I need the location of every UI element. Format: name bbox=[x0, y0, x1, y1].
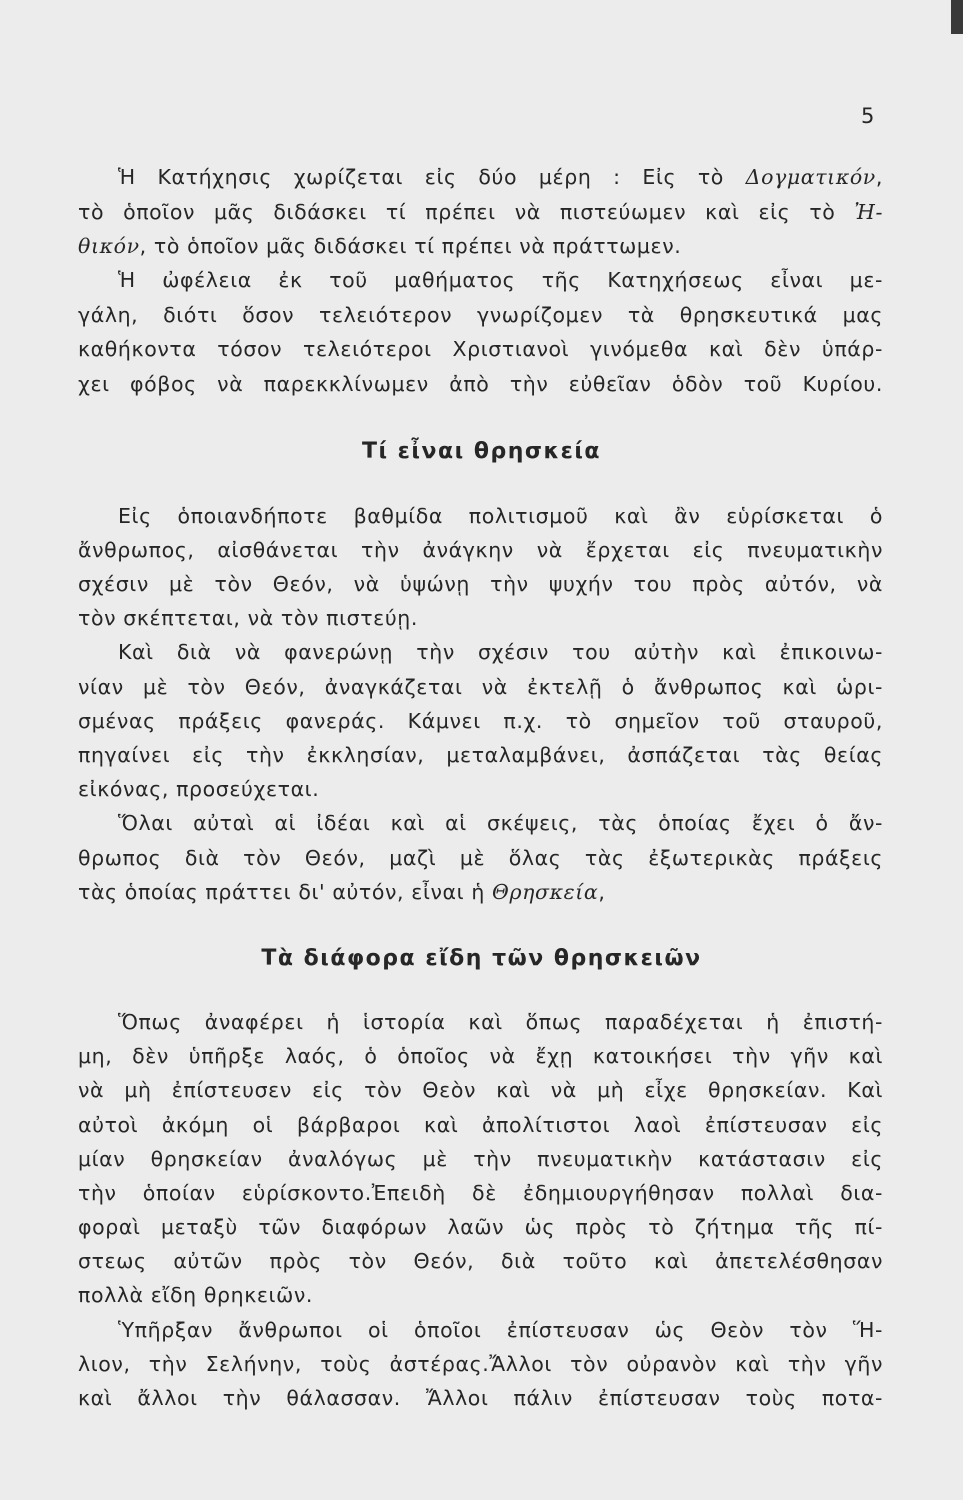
text-line: νίαν μὲ τὸν Θεόν, ἀναγκάζεται νὰ ἐκτελῇ ὁ ἄνθρωπος καὶ ὡρι- bbox=[78, 675, 883, 699]
text-line: τὸ ὁποῖον μᾶς διδάσκει τί πρέπει νὰ πιστεύωμεν καὶ εἰς τὸ Ἠ- bbox=[78, 200, 883, 224]
text-line: τὰς ὁποίας πράττει δι' αὐτόν, εἶναι ἡ Θρησκεία, bbox=[78, 880, 606, 904]
text-line: σμένας πράξεις φανεράς. Κάμνει π.χ. τὸ σημεῖον τοῦ σταυροῦ, bbox=[78, 709, 883, 733]
text-line: Ὅπως ἀναφέρει ἡ ἱστορία καὶ ὅπως παραδέχεται ἡ ἐπιστή- bbox=[118, 1010, 883, 1034]
text-line: χει φόβος νὰ παρεκκλίνωμεν ἀπὸ τὴν εὐθεῖαν ὁδὸν τοῦ Κυρίου. bbox=[78, 372, 883, 396]
text-line: στεως αὐτῶν πρὸς τὸν Θεόν, διὰ τοῦτο καὶ ἀπετελέσθησαν bbox=[78, 1249, 883, 1273]
text-line: Ἡ Κατήχησις χωρίζεται εἰς δύο μέρη : Εἰς τὸ Δογματικόν, bbox=[118, 165, 883, 189]
section-heading: Τὰ διάφορα εἴδη τῶν θρησκειῶν bbox=[261, 946, 702, 971]
page-edge-shadow bbox=[951, 0, 963, 34]
text-line: Ὑπῆρξαν ἄνθρωποι οἱ ὁποῖοι ἐπίστευσαν ὡς Θεὸν τὸν Ἥ- bbox=[118, 1318, 883, 1342]
text-line: μίαν θρησκείαν ἀναλόγως μὲ τὴν πνευματικὴν κατάστασιν εἰς bbox=[78, 1147, 883, 1171]
text-line: φοραὶ μεταξὺ τῶν διαφόρων λαῶν ὡς πρὸς τὸ ζήτημα τῆς πί- bbox=[78, 1215, 883, 1239]
text-line: γάλη, διότι ὅσον τελειότερον γνωρίζομεν τὰ θρησκευτικά μας bbox=[78, 303, 883, 327]
text-line: τὸν σκέπτεται, νὰ τὸν πιστεύῃ. bbox=[78, 606, 418, 630]
text-line: εἰκόνας, προσεύχεται. bbox=[78, 777, 320, 801]
text-line: θρωπος διὰ τὸν Θεόν, μαζὶ μὲ ὅλας τὰς ἐξωτερικὰς πράξεις bbox=[78, 846, 883, 870]
text-line: Εἰς ὁποιανδήποτε βαθμίδα πολιτισμοῦ καὶ ἂν εὑρίσκεται ὁ bbox=[118, 504, 883, 528]
text-line: λιον, τὴν Σελήνην, τοὺς ἀστέρας.Ἄλλοι τὸν οὐρανὸν καὶ τὴν γῆν bbox=[78, 1352, 883, 1376]
text-line: καὶ ἄλλοι τὴν θάλασσαν. Ἄλλοι πάλιν ἐπίστευσαν τοὺς ποτα- bbox=[78, 1386, 883, 1410]
section-heading: Τί εἶναι θρησκεία bbox=[361, 439, 602, 464]
text-line: σχέσιν μὲ τὸν Θεόν, νὰ ὑψώνῃ τὴν ψυχήν του πρὸς αὐτόν, νὰ bbox=[78, 572, 883, 596]
text-line: θικόν, τὸ ὁποῖον μᾶς διδάσκει τί πρέπει νὰ πράττωμεν. bbox=[78, 234, 682, 258]
text-line: καθήκοντα τόσον τελειότεροι Χριστιανοὶ γινόμεθα καὶ δὲν ὑπάρ- bbox=[78, 337, 883, 361]
text-line: Ἡ ὠφέλεια ἐκ τοῦ μαθήματος τῆς Κατηχήσεως εἶναι με- bbox=[118, 268, 883, 292]
text-line: μη, δὲν ὑπῆρξε λαός, ὁ ὁποῖος νὰ ἔχῃ κατοικήσει τὴν γῆν καὶ bbox=[78, 1044, 883, 1068]
text-line: αὐτοὶ ἀκόμη οἱ βάρβαροι καὶ ἀπολίτιστοι λαοὶ ἐπίστευσαν εἰς bbox=[78, 1113, 883, 1137]
text-line: Καὶ διὰ νὰ φανερώνῃ τὴν σχέσιν του αὐτὴν καὶ ἐπικοινω- bbox=[118, 640, 883, 664]
text-line: πολλὰ εἴδη θρηκειῶν. bbox=[78, 1283, 314, 1307]
text-line: τὴν ὁποίαν εὑρίσκοντο.Ἐπειδὴ δὲ ἐδημιουργήθησαν πολλαὶ δια- bbox=[78, 1181, 883, 1205]
text-line: νὰ μὴ ἐπίστευσεν εἰς τὸν Θεὸν καὶ νὰ μὴ εἶχε θρησκείαν. Καὶ bbox=[78, 1078, 883, 1102]
text-line: ἄνθρωπος, αἰσθάνεται τὴν ἀνάγκην νὰ ἔρχεται εἰς πνευματικὴν bbox=[78, 538, 883, 562]
text-line: πηγαίνει εἰς τὴν ἐκκλησίαν, μεταλαμβάνει, ἀσπάζεται τὰς θείας bbox=[78, 743, 883, 767]
page-number: 5 bbox=[861, 104, 875, 128]
text-line: Ὅλαι αὐταὶ αἱ ἰδέαι καὶ αἱ σκέψεις, τὰς ὁποίας ἔχει ὁ ἄν- bbox=[118, 811, 883, 835]
